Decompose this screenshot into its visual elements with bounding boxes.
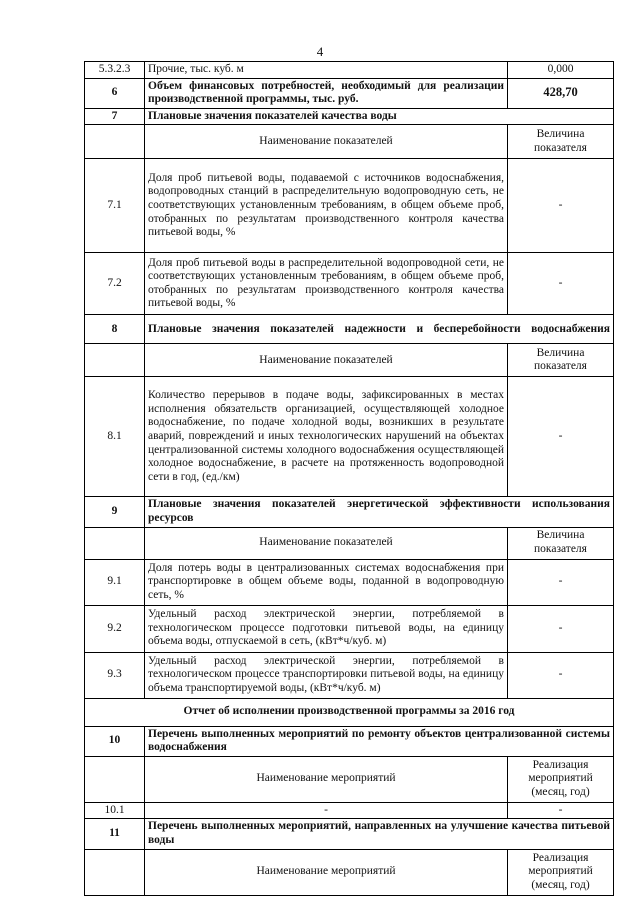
page-number: 4 <box>316 44 324 59</box>
row-text: Количество перерывов в подаче воды, зафиксированных в местах исполнения обязательств организацией, осуществляющей холодное водоснабжение, по подаче холодной воды, возникших в результате аварий, повреждений и иных технологических нарушений на объектах централизованной системы холодного водоснабжения осуществляющей холодное водоснабжение, в расчете на протяженность водопроводной сети в год, (ед./км) <box>145 377 508 497</box>
column-header-name: Наименование показателей <box>145 125 508 159</box>
column-header-value: Величина показателя <box>508 125 614 159</box>
list-item <box>85 159 614 253</box>
row-number: 5.3.2.3 <box>85 62 145 79</box>
list-item <box>85 726 614 756</box>
row-number: 7.2 <box>85 253 145 315</box>
list-item <box>85 756 614 802</box>
row-text: Удельный расход электрической энергии, потребляемой в технологическом процессе подготовки питьевой воды, на единицу объема воды, отпускаемой в сеть, (кВт*ч/куб. м) <box>145 605 508 652</box>
list-item <box>85 819 614 849</box>
section-number: 9 <box>85 497 145 527</box>
section-title: Плановые значения показателей качества воды <box>145 108 614 125</box>
list-item <box>85 344 614 377</box>
row-text: Доля проб питьевой воды, подаваемой с источников водоснабжения, водопроводных станций в распределительную водопроводную сеть, не соответствующих установленным требованиям, в общем объеме проб, отобранных по результатам производственного контроля качества питьевой воды, % <box>145 159 508 253</box>
row-text: Доля проб питьевой воды в распределительной водопроводной сети, не соответствующих установленным требованиям, в общем объеме проб, отобранных по результатам производственного контроля качества питьевой воды, % <box>145 253 508 315</box>
list-item <box>85 253 614 315</box>
row-value: - <box>508 253 614 315</box>
row-value: - <box>508 377 614 497</box>
list-item <box>85 802 614 819</box>
row-value: - <box>508 159 614 253</box>
list-item <box>85 698 614 726</box>
column-header-value: Реализация мероприятий (месяц, год) <box>508 756 614 802</box>
column-header-value: Реализация мероприятий (месяц, год) <box>508 849 614 895</box>
list-item <box>85 605 614 652</box>
section-title: Плановые значения показателей надежности и бесперебойности водоснабжения <box>145 315 614 344</box>
section-title: Перечень выполненных мероприятий, направленных на улучшение качества питьевой воды <box>145 819 614 849</box>
list-item <box>85 315 614 344</box>
list-item <box>85 652 614 698</box>
section-number: 8 <box>85 315 145 344</box>
section-title: Перечень выполненных мероприятий по ремонту объектов централизованной системы водоснабжения <box>145 726 614 756</box>
row-value: - <box>508 652 614 698</box>
column-header-name: Наименование мероприятий <box>145 756 508 802</box>
row-text: Удельный расход электрической энергии, потребляемой в технологическом процессе транспортировки питьевой воды, на единицу объема транспортируемой воды, (кВт*ч/куб. м) <box>145 652 508 698</box>
row-value: - <box>508 802 614 819</box>
row-number: 9.2 <box>85 605 145 652</box>
row-number: 9.3 <box>85 652 145 698</box>
row-text: - <box>145 802 508 819</box>
section-number: 11 <box>85 819 145 849</box>
list-item <box>85 377 614 497</box>
list-item <box>85 78 614 108</box>
section-number: 7 <box>85 108 145 125</box>
list-item <box>85 62 614 79</box>
row-value: 0,000 <box>508 62 614 79</box>
row-number: 7.1 <box>85 159 145 253</box>
list-item <box>85 559 614 605</box>
row-text: Прочие, тыс. куб. м <box>145 62 508 79</box>
list-item <box>85 108 614 125</box>
list-item <box>85 849 614 895</box>
program-table <box>84 61 614 896</box>
row-number: 10.1 <box>85 802 145 819</box>
column-header-name: Наименование мероприятий <box>145 849 508 895</box>
row-value: - <box>508 559 614 605</box>
column-header-value: Величина показателя <box>508 527 614 559</box>
column-header-name: Наименование показателей <box>145 527 508 559</box>
report-heading: Отчет об исполнении производственной программы за 2016 год <box>85 698 614 726</box>
list-item <box>85 527 614 559</box>
row-value: - <box>508 605 614 652</box>
section-number: 10 <box>85 726 145 756</box>
row-number: 9.1 <box>85 559 145 605</box>
list-item <box>85 125 614 159</box>
section-title: Объем финансовых потребностей, необходимый для реализации производственной программы, тыс. руб. <box>145 78 508 108</box>
row-text: Доля потерь воды в централизованных системах водоснабжения при транспортировке в общем объеме воды, поданной в водопроводную сеть, % <box>145 559 508 605</box>
section-title: Плановые значения показателей энергетической эффективности использования ресурсов <box>145 497 614 527</box>
column-header-value: Величина показателя <box>508 344 614 377</box>
column-header-name: Наименование показателей <box>145 344 508 377</box>
list-item <box>85 497 614 527</box>
row-number: 8.1 <box>85 377 145 497</box>
row-value: 428,70 <box>508 78 614 108</box>
section-number: 6 <box>85 78 145 108</box>
